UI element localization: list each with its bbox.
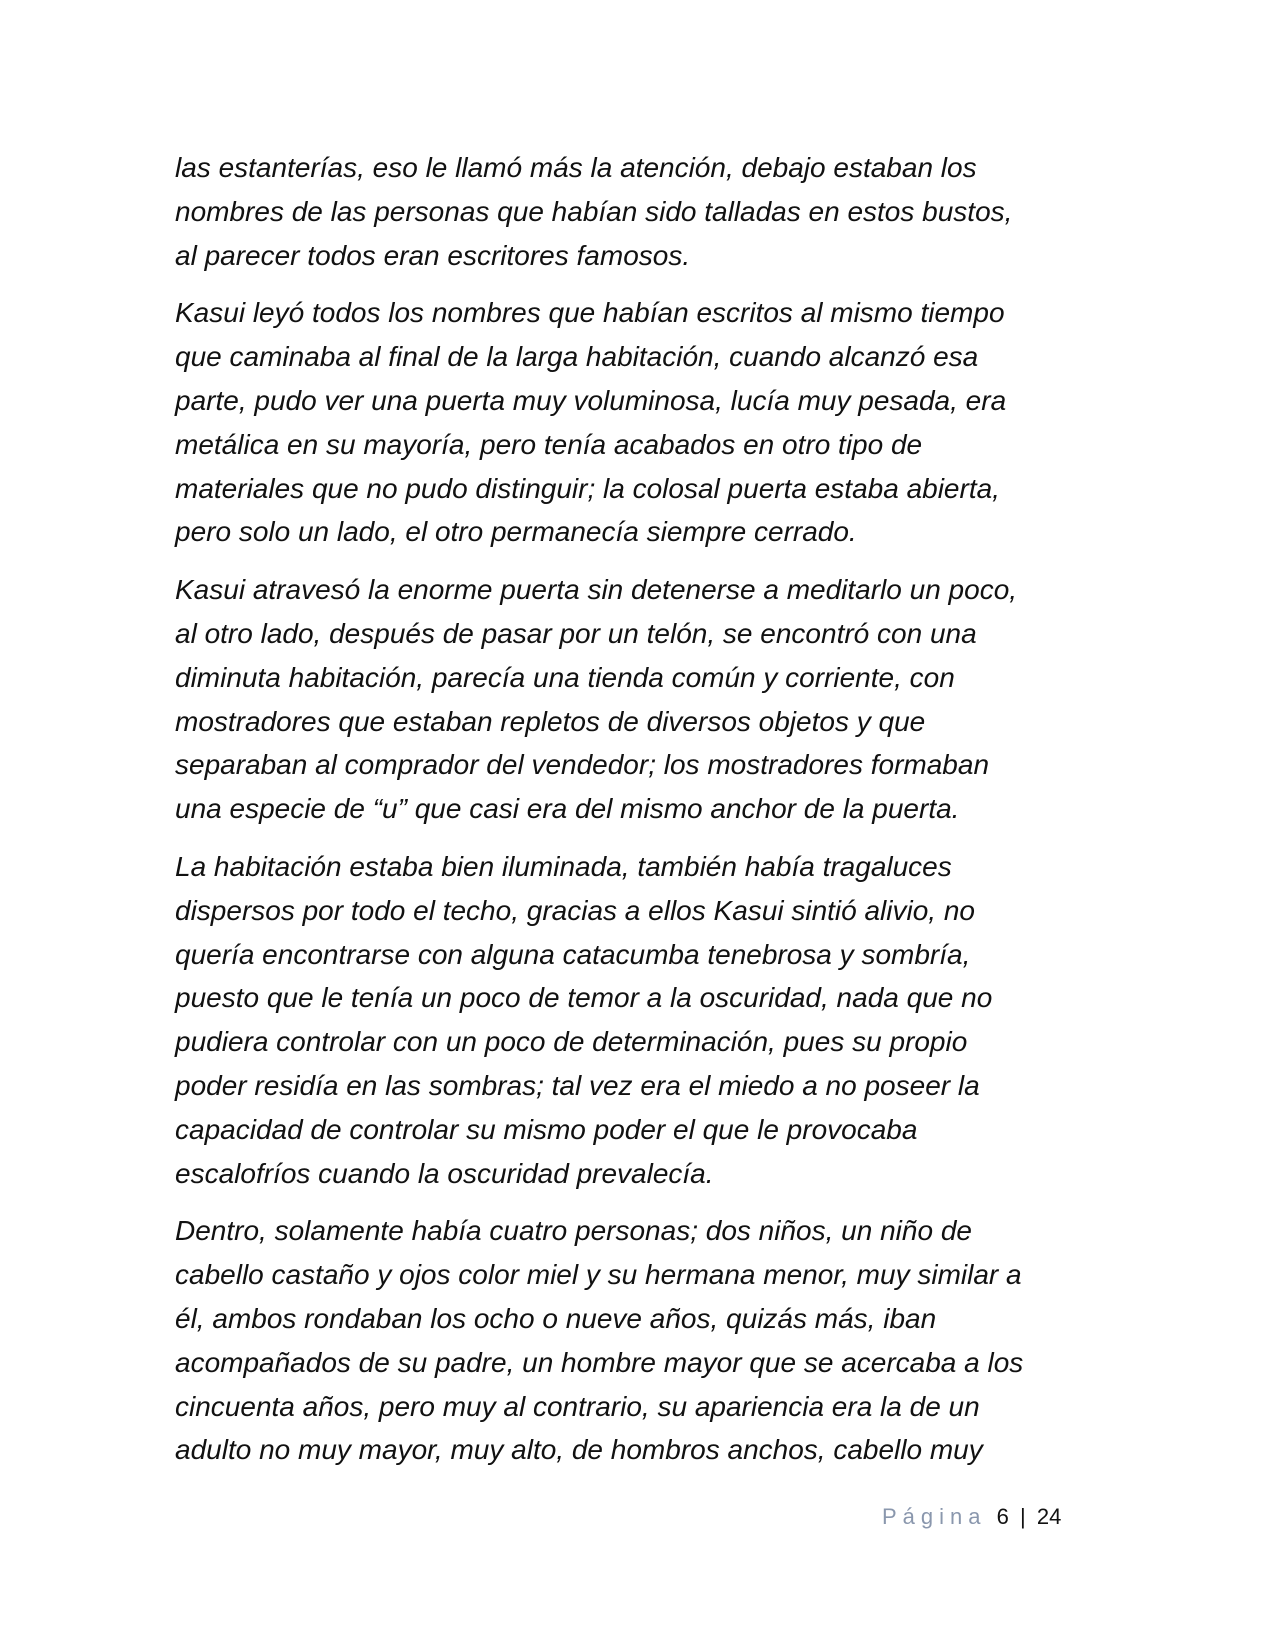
- text-line: nombres de las personas que habían sido talladas en estos bustos,: [175, 195, 1013, 227]
- paragraph: [175, 146, 1095, 277]
- text-line: Kasui atravesó la enorme puerta sin detenerse a meditarlo un poco,: [175, 574, 1018, 606]
- text-line: capacidad de controlar su mismo poder el que le provocaba: [175, 1113, 918, 1145]
- text-line: poder residía en las sombras; tal vez era el miedo a no poseer la: [175, 1069, 980, 1101]
- text-line: dispersos por todo el techo, gracias a ellos Kasui sintió alivio, no: [175, 894, 975, 926]
- text-line: La habitación estaba bien iluminada, también había tragaluces: [175, 850, 952, 882]
- footer-page-label: Página: [882, 1504, 987, 1529]
- text-line: al otro lado, después de pasar por un telón, se encontró con una: [175, 617, 977, 649]
- text-line: pudiera controlar con un poco de determinación, pues su propio: [175, 1026, 968, 1058]
- text-line: parte, pudo ver una puerta muy voluminosa, lucía muy pesada, era: [175, 384, 1007, 416]
- text-line: quería encontrarse con alguna catacumba tenebrosa y sombría,: [175, 938, 971, 970]
- text-line: pero solo un lado, el otro permanecía siempre cerrado.: [175, 516, 857, 548]
- text-line: Kasui leyó todos los nombres que habían escritos al mismo tiempo: [175, 297, 1005, 329]
- text-line: metálica en su mayoría, pero tenía acabados en otro tipo de: [175, 428, 923, 460]
- footer-total-pages: 24: [1036, 1504, 1062, 1529]
- paragraph: [175, 845, 1095, 1195]
- text-line: cincuenta años, pero muy al contrario, su apariencia era la de un: [175, 1390, 980, 1422]
- text-line: escalofríos cuando la oscuridad prevalecía.: [175, 1157, 714, 1189]
- paragraph: [175, 1209, 1095, 1472]
- text-line: las estanterías, eso le llamó más la atención, debajo estaban los: [175, 152, 977, 183]
- text-line: que caminaba al final de la larga habitación, cuando alcanzó esa: [175, 341, 979, 373]
- text-line: mostradores que estaban repletos de diversos objetos y que: [175, 705, 926, 737]
- text-line: adulto no muy mayor, muy alto, de hombros anchos, cabello muy: [175, 1434, 983, 1466]
- text-line: diminuta habitación, parecía una tienda común y corriente, con: [175, 661, 955, 693]
- footer-page-number: 6: [996, 1504, 1009, 1529]
- paragraph: [175, 568, 1095, 831]
- text-line: Dentro, solamente había cuatro personas; dos niños, un niño de: [175, 1215, 972, 1247]
- text-line: él, ambos rondaban los ocho o nueve años, quizás más, iban: [175, 1302, 937, 1334]
- text-line: materiales que no pudo distinguir; la colosal puerta estaba abierta,: [175, 472, 1000, 504]
- paragraph: [175, 291, 1095, 554]
- body-text: [175, 146, 1095, 1486]
- text-line: al parecer todos eran escritores famosos.: [175, 239, 691, 271]
- text-line: puesto que le tenía un poco de temor a la oscuridad, nada que no: [175, 982, 993, 1014]
- footer-separator: |: [1020, 1504, 1026, 1529]
- text-line: cabello castaño y ojos color miel y su hermana menor, muy similar a: [175, 1259, 1022, 1291]
- text-line: separaban al comprador del vendedor; los mostradores formaban: [175, 749, 990, 781]
- page-footer: [882, 1504, 1061, 1530]
- text-line: acompañados de su padre, un hombre mayor que se acercaba a los: [175, 1346, 1024, 1378]
- text-line: una especie de “u” que casi era del mismo anchor de la puerta.: [175, 793, 960, 825]
